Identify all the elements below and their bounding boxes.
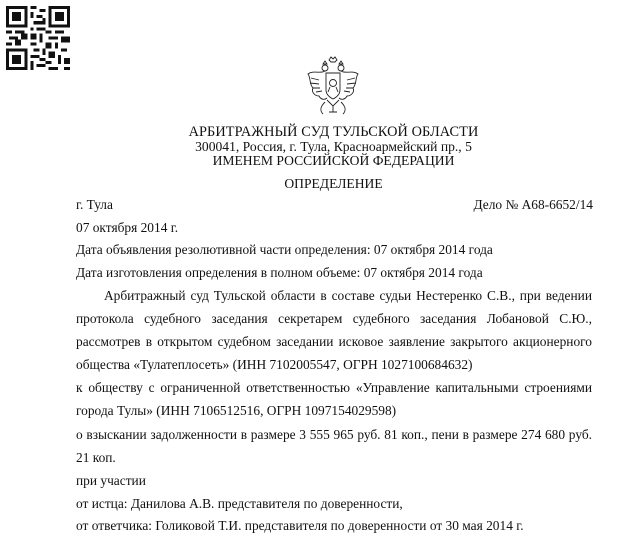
court-name: АРБИТРАЖНЫЙ СУД ТУЛЬСКОЙ ОБЛАСТИ (188, 124, 479, 140)
in-name-of-federation: ИМЕНЕМ РОССИЙСКОЙ ФЕДЕРАЦИИ (212, 153, 455, 168)
paragraph-line: рассмотрев в открытом судебном заседании исковое заявление закрытого акционерного (76, 334, 592, 349)
paragraph-line: общества «Тулатеплосеть» (ИНН 7102005547, ОГРН 1027100684632) (76, 357, 473, 372)
resolution-date: Дата объявления резолютивной части определения: 07 октября 2014 года (76, 242, 493, 257)
paragraph-line: протокола судебного заседания секретарем судебного заседания Лобановой С.Ю., (76, 311, 592, 326)
document-type: ОПРЕДЕЛЕНИЕ (284, 176, 383, 191)
full-text-date: Дата изготовления определения в полном объеме: 07 октября 2014 года (76, 265, 483, 280)
paragraph-line: о взыскании задолженности в размере 3 555 965 руб. 81 коп., пени в размере 274 680 руб. (76, 427, 592, 442)
qr-code (6, 6, 70, 70)
court-address: 300041, Россия, г. Тула, Красноармейский пр., 5 (195, 139, 472, 154)
plaintiff-representative: от истца: Данилова А.В. представителя по доверенности, (76, 496, 403, 511)
paragraph-line: к обществу с ограниченной ответственностью «Управление капитальными строениями (76, 380, 592, 395)
case-number: Дело № А68-6652/14 (473, 197, 593, 212)
paragraph-line: Арбитражный суд Тульской области в составе судьи Нестеренко С.В., при ведении (104, 288, 592, 303)
paragraph-line: города Тулы» (ИНН 7106512516, ОГРН 1097154029598) (76, 403, 397, 418)
coat-of-arms-icon (305, 56, 361, 118)
city: г. Тула (76, 197, 113, 212)
participation-label: при участии (76, 473, 146, 488)
paragraph-line: 21 коп. (76, 450, 116, 465)
defendant-representative: от ответчика: Голиковой Т.И. представителя по доверенности от 30 мая 2014 г. (76, 518, 524, 533)
document-date: 07 октября 2014 г. (76, 220, 179, 235)
